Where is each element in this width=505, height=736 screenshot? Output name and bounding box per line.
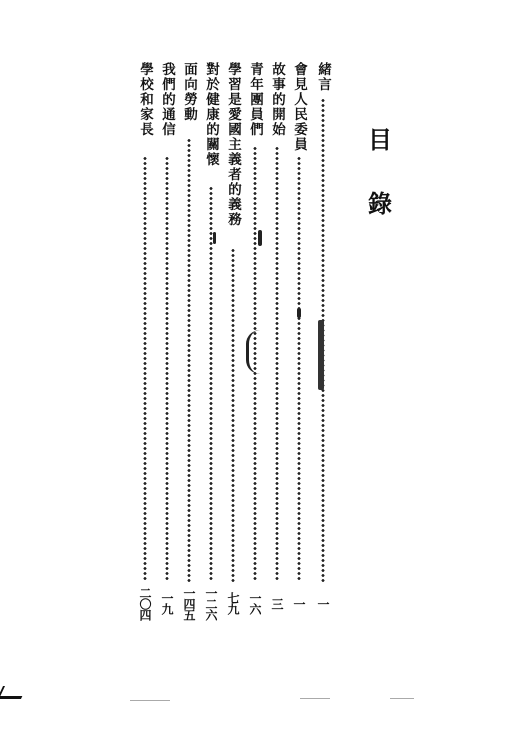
- toc-leader-dots: [187, 138, 191, 582]
- toc-leader-dots: [143, 156, 147, 582]
- toc-entry-title: 故事的開始: [269, 62, 285, 137]
- toc-entry-title: 青年團員們: [247, 62, 263, 137]
- toc-entry-page: 一六: [248, 592, 262, 614]
- scan-noise: [300, 698, 330, 699]
- toc-entry-page: 一二六: [204, 586, 218, 620]
- toc-leader-dots: [209, 186, 213, 582]
- toc-entry: [222, 62, 244, 622]
- toc-entry-page: 三: [270, 597, 284, 609]
- toc-entry-title: 學校和家長: [137, 62, 153, 137]
- toc-entry-title: 學習是愛國主義者的義務: [225, 62, 241, 227]
- toc-leader-dots: [275, 146, 279, 582]
- toc-entry-title: 對於健康的關懷: [203, 62, 219, 167]
- toc-heading: [363, 128, 397, 216]
- toc-entry: [288, 62, 310, 622]
- toc-leader-dots: [165, 156, 169, 582]
- toc-entry-page: 七九: [226, 592, 240, 614]
- heading-char-2: 錄: [368, 190, 392, 218]
- toc-leader-dots: [297, 156, 301, 582]
- toc-entry: [200, 62, 222, 622]
- ink-smudge: [258, 230, 262, 246]
- toc-entry-title: 面向勞動: [181, 62, 197, 122]
- toc-entry-title: 我們的通信: [159, 62, 175, 137]
- toc-entry: [178, 62, 200, 622]
- toc-leader-dots: [231, 248, 235, 582]
- corner-scan-mark: [0, 686, 27, 699]
- toc-entry: [266, 62, 288, 622]
- toc-entry-page: 二〇四: [138, 586, 152, 620]
- scan-noise: [390, 698, 414, 699]
- toc-entry: [156, 62, 178, 622]
- toc-entry-page: 一: [316, 597, 330, 609]
- ink-smudge: [297, 308, 301, 318]
- scan-noise: [130, 700, 170, 701]
- toc-entry-page: 一: [292, 597, 306, 609]
- toc-entry-page: 一四五: [182, 586, 196, 620]
- ink-smudge: [213, 232, 216, 244]
- toc-entry-title: 緒言: [315, 62, 331, 92]
- toc-entry-title: 會見人民委員: [291, 62, 307, 152]
- ink-smudge: [318, 320, 324, 390]
- toc-entry-page: 一九: [160, 592, 174, 614]
- heading-char-1: 目: [368, 126, 392, 154]
- ink-bracket-mark: [246, 330, 263, 374]
- toc-entry: [134, 62, 156, 622]
